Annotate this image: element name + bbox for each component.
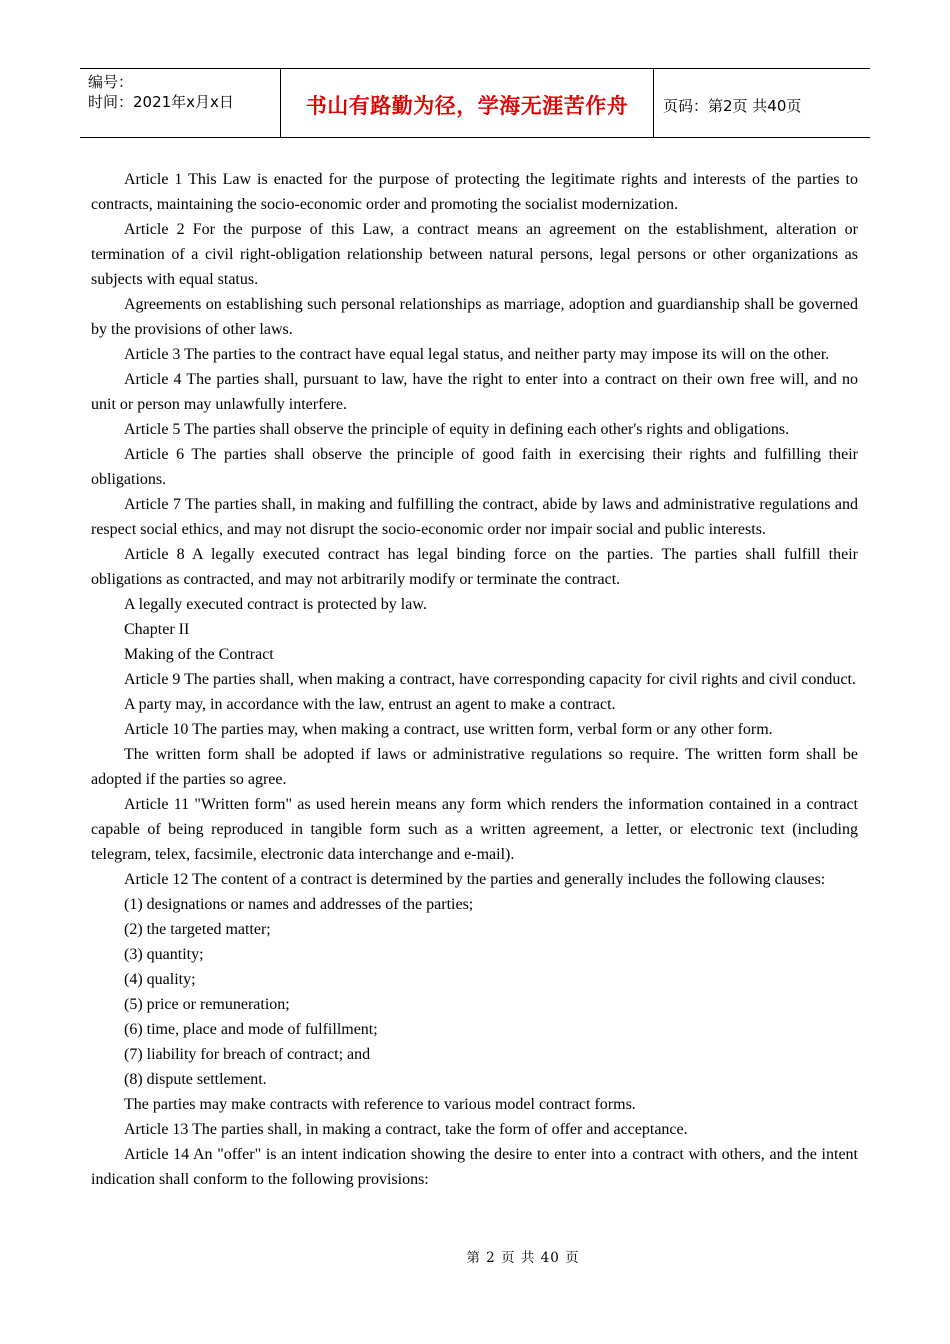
footer-page-number: 第 2 页 共 40 页	[466, 1250, 580, 1266]
paragraph: Article 5 The parties shall observe the principle of equity in defining each other's rights and obligations.	[124, 421, 790, 438]
paragraph: Article 10 The parties may, when making a contract, use written form, verbal form or any other form.	[124, 721, 773, 738]
paragraph: Article 4 The parties shall, pursuant to law, have the right to enter into a contract on their own free will, and no unit or person may unlawfully interfere.	[91, 371, 858, 413]
page-header	[80, 68, 870, 138]
list-item: (1) designations or names and addresses of the parties;	[124, 896, 474, 913]
header-motto-cell	[281, 69, 654, 137]
paragraph: Article 7 The parties shall, in making and fulfilling the contract, abide by laws and administrative regulations and respect social ethics, and may not disrupt the socio-economic order nor impair social and public interests.	[91, 496, 858, 538]
list-item: (6) time, place and mode of fulfillment;	[124, 1021, 378, 1038]
header-time-label: 时间：2021年x月x日	[88, 93, 234, 111]
paragraph: Article 8 A legally executed contract has legal binding force on the parties. The parties shall fulfill their obligations as contracted, and may not arbitrarily modify or terminate the contract.	[91, 546, 858, 588]
header-page-cell	[654, 69, 870, 137]
paragraph: The written form shall be adopted if laws or administrative regulations so require. The written form shall be adopted if the parties so agree.	[91, 746, 858, 788]
paragraph: Article 2 For the purpose of this Law, a contract means an agreement on the establishment, alteration or termination of a civil right-obligation relationship between natural persons, legal persons or other organizations as subjects with equal status.	[91, 221, 858, 288]
page-footer	[0, 1246, 950, 1266]
header-number-label: 编号：	[88, 73, 134, 91]
paragraph: Article 14 An "offer" is an intent indication showing the desire to enter into a contract with others, and the intent indication shall conform to the following provisions:	[91, 1146, 858, 1188]
paragraph: Article 9 The parties shall, when making a contract, have corresponding capacity for civil rights and civil conduct.	[124, 671, 856, 688]
paragraph: Article 6 The parties shall observe the principle of good faith in exercising their rights and fulfilling their obligations.	[91, 446, 858, 488]
paragraph: Article 13 The parties shall, in making a contract, take the form of offer and acceptance.	[124, 1121, 688, 1138]
list-item: (2) the targeted matter;	[124, 921, 271, 938]
header-page-label: 页码：第2页 共40页	[663, 96, 802, 115]
chapter-title: Making of the Contract	[124, 646, 274, 663]
document-body	[91, 167, 858, 1192]
paragraph: A party may, in accordance with the law, entrust an agent to make a contract.	[124, 696, 616, 713]
paragraph: The parties may make contracts with reference to various model contract forms.	[124, 1096, 636, 1113]
paragraph: Article 3 The parties to the contract have equal legal status, and neither party may impose its will on the other.	[124, 346, 830, 363]
chapter-number: Chapter II	[124, 621, 190, 638]
list-item: (8) dispute settlement.	[124, 1071, 267, 1088]
list-item: (3) quantity;	[124, 946, 204, 963]
paragraph: Agreements on establishing such personal relationships as marriage, adoption and guardianship shall be governed by the provisions of other laws.	[91, 296, 858, 338]
paragraph: Article 1 This Law is enacted for the purpose of protecting the legitimate rights and interests of the parties to contracts, maintaining the socio-economic order and promoting the socialist modernization.	[91, 171, 858, 213]
header-motto: 书山有路勤为径，学海无涯苦作舟	[305, 94, 629, 118]
list-item: (7) liability for breach of contract; and	[124, 1046, 371, 1063]
list-item: (4) quality;	[124, 971, 196, 988]
paragraph: A legally executed contract is protected by law.	[124, 596, 427, 613]
header-meta	[80, 69, 281, 137]
paragraph: Article 12 The content of a contract is determined by the parties and generally includes the following clauses:	[124, 871, 826, 888]
list-item: (5) price or remuneration;	[124, 996, 290, 1013]
paragraph: Article 11 "Written form" as used herein means any form which renders the information contained in a contract capable of being reproduced in tangible form such as a written agreement, a letter, or electronic text (including telegram, telex, facsimile, electronic data interchange and e-mail).	[91, 796, 858, 863]
